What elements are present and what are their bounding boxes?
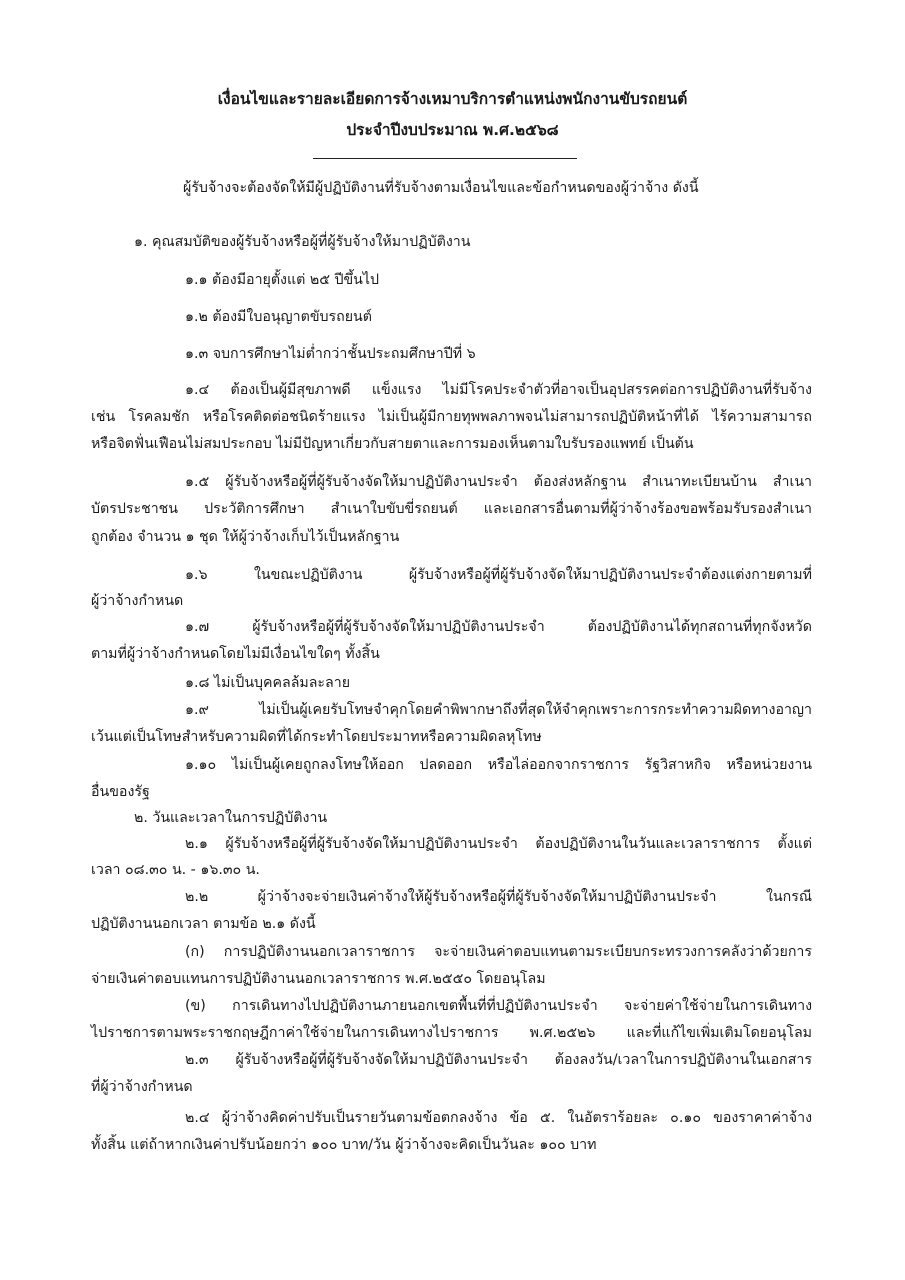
section-1-heading: ๑. คุณสมบัติของผู้รับจ้างหรือผู้ที่ผู้รับจ้างให้มาปฏิบัติงาน — [134, 234, 471, 250]
item-1-9-line-1: ๑.๙ ไม่เป็นผู้เคยรับโทษจำคุกโดยคำพิพากษาถึงที่สุดให้จำคุกเพราะการกระทำความผิดทางอาญา — [185, 702, 812, 718]
item-1-5-line-3: ถูกต้อง จำนวน ๑ ชุด ให้ผู้ว่าจ้างเก็บไว้เป็นหลักฐาน — [91, 529, 400, 545]
item-1-4-line-1: ๑.๔ ต้องเป็นผู้มีสุขภาพดี แข็งแรง ไม่มีโรคประจำตัวที่อาจเป็นอุปสรรคต่อการปฏิบัติงานที่รับจ้าง — [185, 382, 812, 398]
document-subtitle: ประจำปีงบประมาณ พ.ศ.๒๕๖๘ — [346, 121, 559, 139]
item-2-2-b-line-1: (ข) การเดินทางไปปฏิบัติงานภายนอกเขตพื้นที่ที่ปฏิบัติงานประจำ จะจ่ายค่าใช้จ่ายในการเดินทาง — [185, 998, 812, 1014]
item-1-7-line-2: ตามที่ผู้ว่าจ้างกำหนดโดยไม่มีเงื่อนไขใดๆ ทั้งสิ้น — [91, 646, 380, 662]
item-1-6-line-2: ผู้ว่าจ้างกำหนด — [91, 593, 184, 609]
item-2-2-a-line-2: จ่ายเงินค่าตอบแทนการปฏิบัติงานนอกเวลาราชการ พ.ศ.๒๕๕๐ โดยอนุโลม — [91, 971, 546, 987]
item-2-2-line-1: ๒.๒ ผู้ว่าจ้างจะจ่ายเงินค่าจ้างให้ผู้รับจ้างหรือผู้ที่ผู้รับจ้างจัดให้มาปฏิบัติงานประจำ ในกรณี — [185, 889, 812, 905]
title-underline — [313, 158, 577, 159]
item-1-7-line-1: ๑.๗ ผู้รับจ้างหรือผู้ที่ผู้รับจ้างจัดให้มาปฏิบัติงานประจำ ต้องปฏิบัติงานได้ทุกสถานที่ทุกจังหวัด — [185, 619, 812, 635]
item-1-10-line-1: ๑.๑๐ ไม่เป็นผู้เคยถูกลงโทษให้ออก ปลดออก หรือไล่ออกจากราชการ รัฐวิสาหกิจ หรือหน่วยงาน — [185, 757, 812, 773]
item-2-1-line-1: ๒.๑ ผู้รับจ้างหรือผู้ที่ผู้รับจ้างจัดให้มาปฏิบัติงานประจำ ต้องปฏิบัติงานในวันและเวลาราชการ ตั้งแต่ — [185, 836, 812, 852]
item-1-4-line-2: เช่น โรคลมชัก หรือโรคติดต่อชนิดร้ายแรง ไม่เป็นผู้มีกายทุพพลภาพจนไม่สามารถปฏิบัติหน้าที่ได้ ไร้ความสามารถ — [91, 409, 812, 425]
item-1-9-line-2: เว้นแต่เป็นโทษสำหรับความผิดที่ได้กระทำโดยประมาทหรือความผิดลหุโทษ — [91, 729, 542, 745]
item-2-2-b-line-2: ไปราชการตามพระราชกฤษฎีกาค่าใช้จ่ายในการเดินทางไปราชการ พ.ศ.๒๕๒๖ และที่แก้ไขเพิ่มเติมโดยอนุโลม — [91, 1025, 812, 1041]
item-1-10-line-2: อื่นของรัฐ — [91, 784, 150, 800]
item-1-5-line-2: บัตรประชาชน ประวัติการศึกษา สำเนาใบขับขี่รถยนต์ และเอกสารอื่นตามที่ผู้ว่าจ้างร้องขอพร้อมรับรองสำเนา — [91, 501, 812, 517]
item-2-2-line-2: ปฏิบัติงานนอกเวลา ตามข้อ ๒.๑ ดังนี้ — [91, 916, 316, 932]
item-1-2: ๑.๒ ต้องมีใบอนุญาตขับรถยนต์ — [185, 309, 372, 325]
item-1-1: ๑.๑ ต้องมีอายุตั้งแต่ ๒๕ ปีขึ้นไป — [185, 272, 379, 288]
item-1-6-line-1: ๑.๖ ในขณะปฏิบัติงาน ผู้รับจ้างหรือผู้ที่ผู้รับจ้างจัดให้มาปฏิบัติงานประจำต้องแต่งกายตามที่ — [185, 567, 812, 583]
item-2-3-line-2: ที่ผู้ว่าจ้างกำหนด — [91, 1079, 193, 1095]
intro-paragraph: ผู้รับจ้างจะต้องจัดให้มีผู้ปฏิบัติงานที่รับจ้างตามเงื่อนไขและข้อกำหนดของผู้ว่าจ้าง ดังนี้ — [183, 180, 699, 196]
item-1-8: ๑.๘ ไม่เป็นบุคคลล้มละลาย — [185, 675, 351, 691]
item-2-4-line-2: ทั้งสิ้น แต่ถ้าหากเงินค่าปรับน้อยกว่า ๑๐๐ บาท/วัน ผู้ว่าจ้างจะคิดเป็นวันละ ๑๐๐ บาท — [91, 1137, 597, 1153]
item-2-1-line-2: เวลา ๐๘.๓๐ น. - ๑๖.๓๐ น. — [91, 862, 260, 878]
section-2-heading: ๒. วันและเวลาในการปฏิบัติงาน — [134, 810, 328, 826]
item-1-5-line-1: ๑.๕ ผู้รับจ้างหรือผู้ที่ผู้รับจ้างจัดให้มาปฏิบัติงานประจำ ต้องส่งหลักฐาน สำเนาทะเบียนบ้าน สำเนา — [185, 474, 812, 490]
item-1-4-line-3: หรือจิตฟั่นเฟือนไม่สมประกอบ ไม่มีปัญหาเกี่ยวกับสายตาและการมองเห็นตามใบรับรองแพทย์ เป็นต้น — [91, 436, 694, 452]
item-2-2-a-line-1: (ก) การปฏิบัติงานนอกเวลาราชการ จะจ่ายเงินค่าตอบแทนตามระเบียบกระทรวงการคลังว่าด้วยการ — [185, 944, 812, 960]
item-2-3-line-1: ๒.๓ ผู้รับจ้างหรือผู้ที่ผู้รับจ้างจัดให้มาปฏิบัติงานประจำ ต้องลงวัน/เวลาในการปฏิบัติงานในเอกสาร — [185, 1052, 812, 1068]
document-title: เงื่อนไขและรายละเอียดการจ้างเหมาบริการตำแหน่งพนักงานขับรถยนต์ — [217, 90, 688, 108]
item-1-3: ๑.๓ จบการศึกษาไม่ต่ำกว่าชั้นประถมศึกษาปีที่ ๖ — [185, 346, 476, 362]
item-2-4-line-1: ๒.๔ ผู้ว่าจ้างคิดค่าปรับเป็นรายวันตามข้อตกลงจ้าง ข้อ ๕. ในอัตราร้อยละ ๐.๑๐ ของราคาค่าจ้าง — [185, 1110, 812, 1126]
